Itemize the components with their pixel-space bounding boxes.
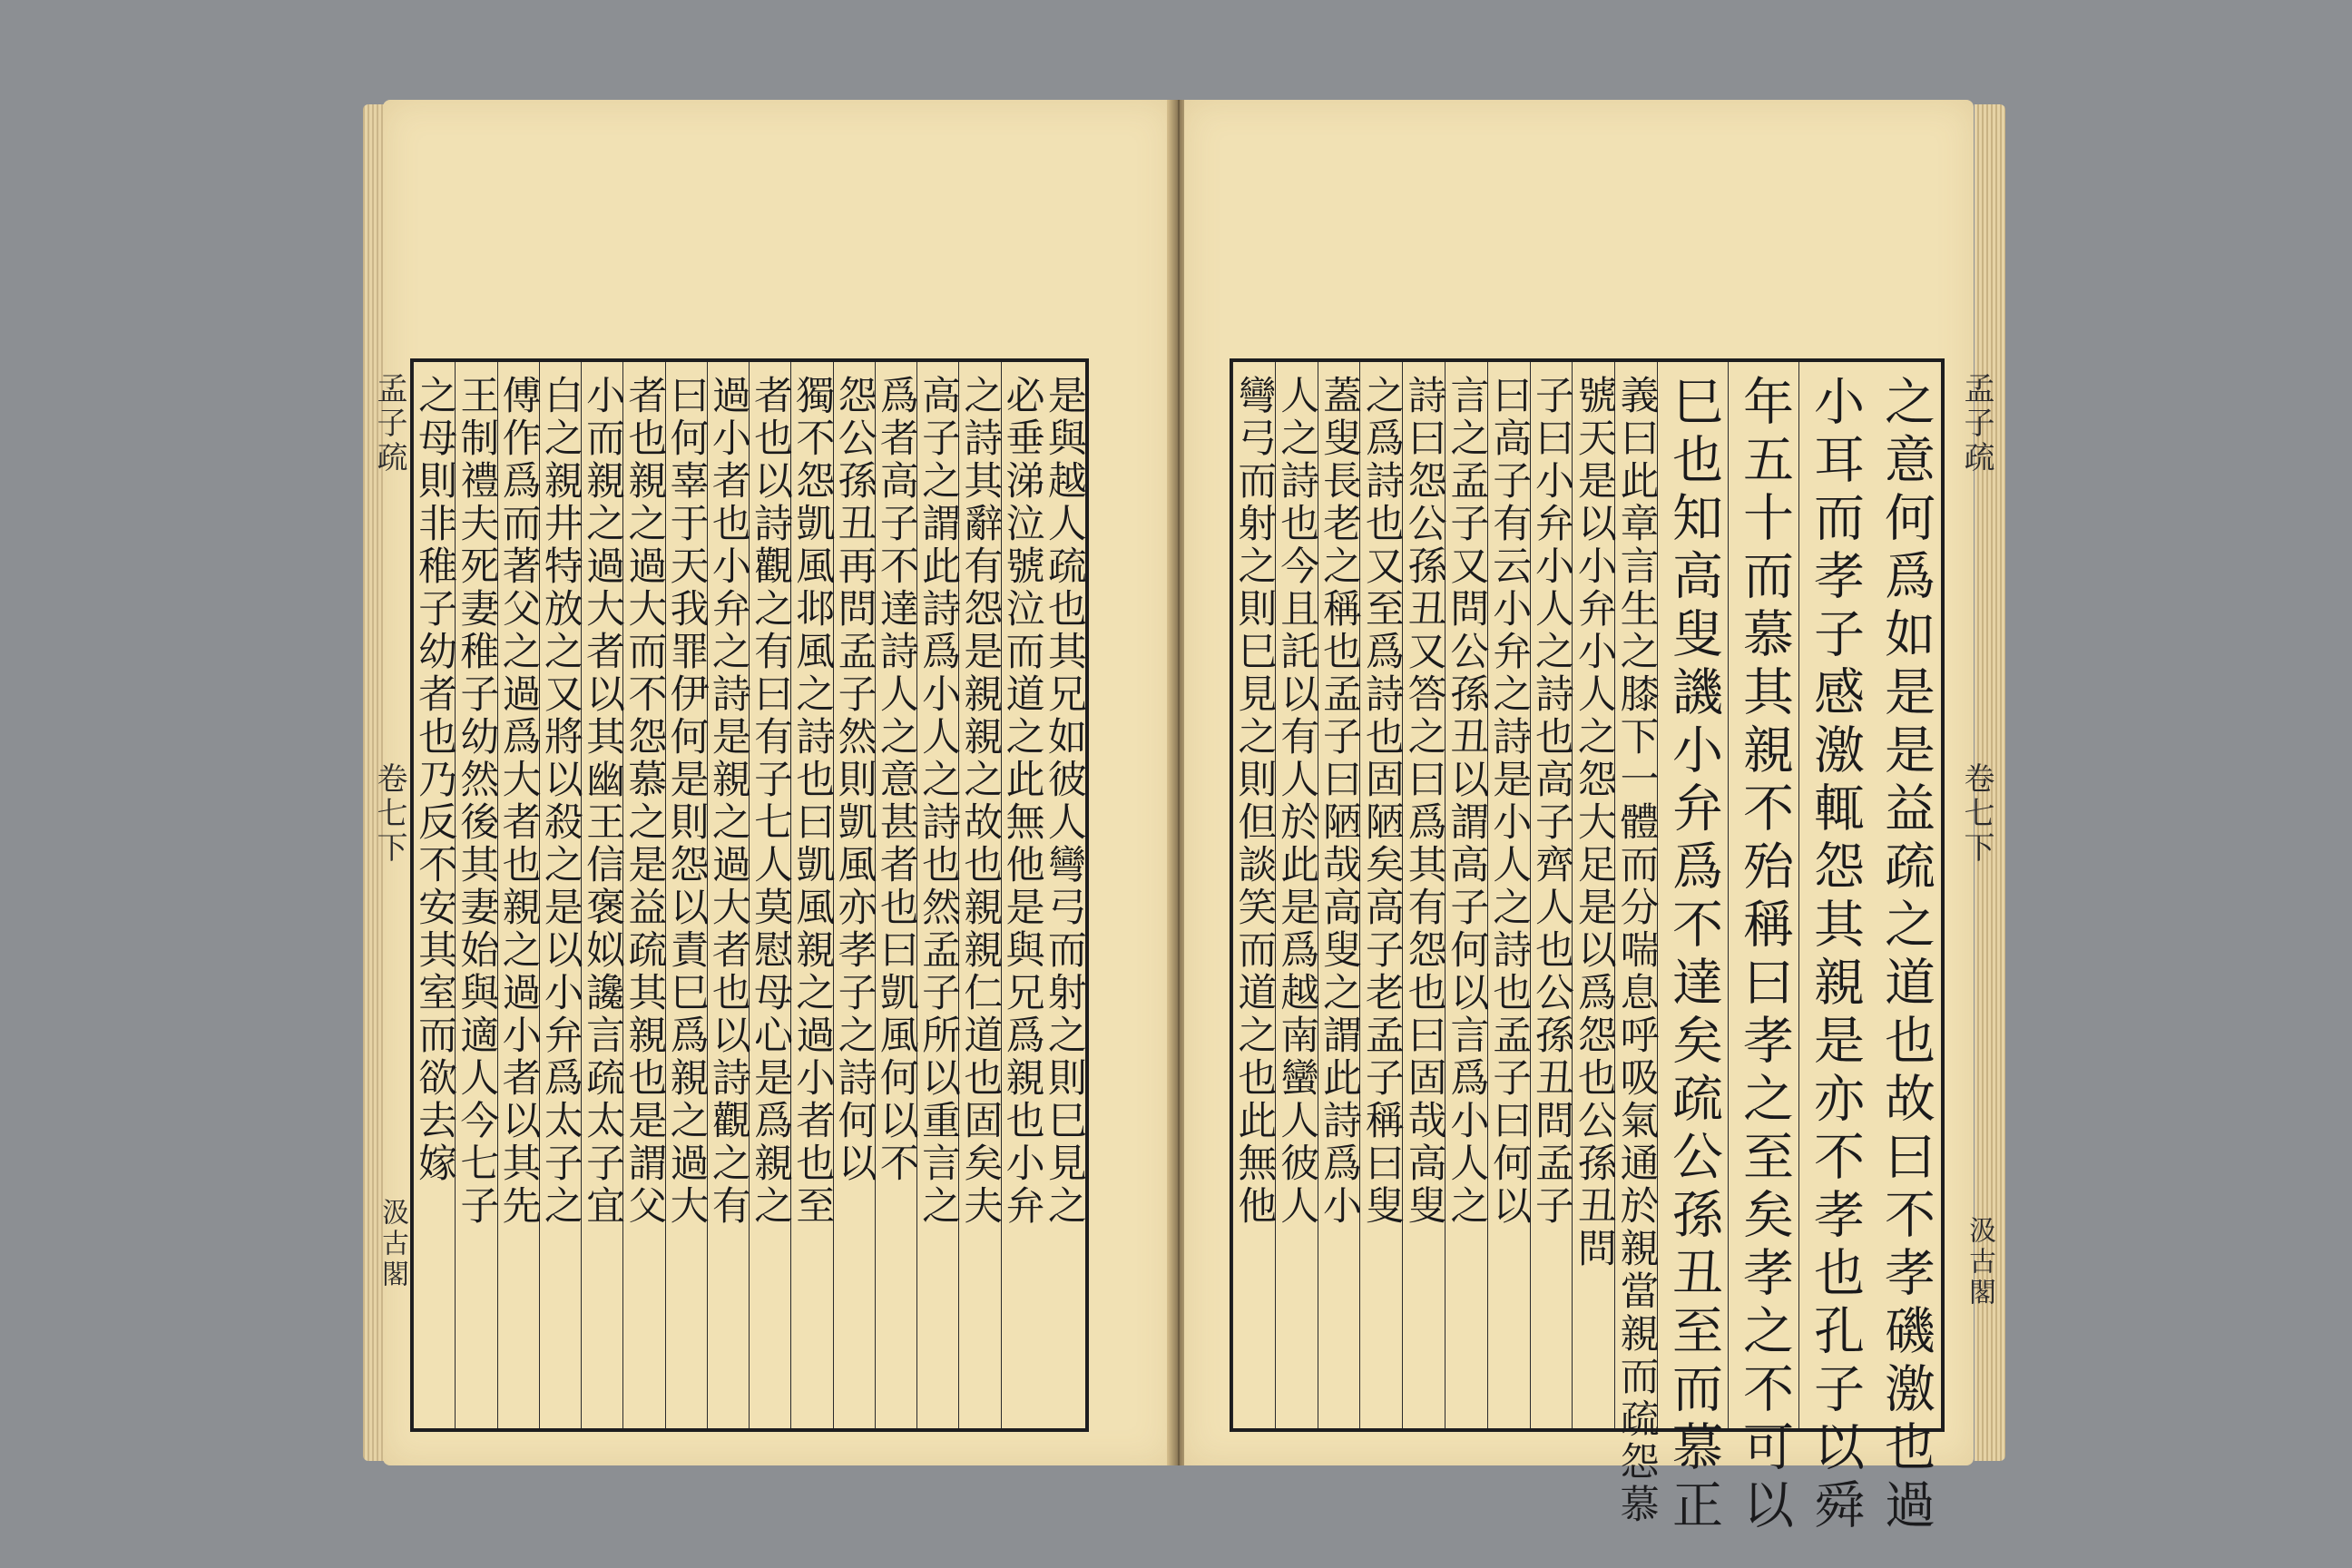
right-small-column-text: 號天是以小弁小人之怨大足是以爲怨也公孫丑問 xyxy=(1571,375,1617,1270)
left-page xyxy=(371,100,1172,1465)
right-margin-publisher: 汲古閣 xyxy=(1964,1216,1995,1308)
left-column-text: 怨公孫丑再問孟子然則凱風亦孝子之詩何以 xyxy=(831,375,877,1185)
right-large-column-text: 之意何爲如是是益疏之道也故曰不孝磯激也過 xyxy=(1877,375,1936,1536)
right-margin-volume: 卷七下 xyxy=(1958,762,1994,866)
right-margin-title: 孟子疏 xyxy=(1958,372,1994,475)
left-column-text: 者也以詩觀之有曰有子七人莫慰母心是爲親之 xyxy=(748,375,794,1228)
right-small-column-text: 之爲詩也又至爲詩也固陋矣高子老孟子稱曰叟 xyxy=(1358,375,1405,1228)
left-column-text: 之詩其辭有怨是親親之故也親親仁道也固矣夫 xyxy=(957,375,1004,1228)
right-text-frame xyxy=(1230,358,1945,1536)
left-column-text: 王制禮夫死妻稚子幼然後其妻始與適人今七子 xyxy=(454,375,500,1228)
right-page xyxy=(1184,100,1995,1536)
right-small-column-text: 言之孟子又問公孫丑以謂高子何以言爲小人之 xyxy=(1444,375,1490,1228)
right-small-column-text: 子曰小弁小人之詩也高子齊人也公孫丑問孟子 xyxy=(1529,375,1575,1228)
left-column-text: 獨不怨凱風邶風之詩也曰凱風親之過小者也至 xyxy=(789,375,836,1228)
left-margin-publisher: 汲古閣 xyxy=(377,1198,408,1290)
right-small-column-text: 人之詩也今且託以有人於此是爲越南蠻人彼人 xyxy=(1274,375,1320,1228)
right-large-column-text: 小耳而孝子感激輒怨其親是亦不孝也孔子以舜 xyxy=(1806,375,1865,1536)
right-large-column-2 xyxy=(1798,362,1870,1536)
left-column-text: 傅作爲而著父之過爲大者也親之過小者以其先 xyxy=(495,375,542,1228)
right-small-column-10 xyxy=(1232,362,1276,1428)
left-column-text: 曰何辜于天我罪伊何是則怨以責巳爲親之過大 xyxy=(663,375,710,1228)
right-small-column-text: 詩曰怨公孫丑又答之曰爲其有怨也曰固哉高叟 xyxy=(1401,375,1447,1228)
right-large-column-text: 年五十而慕其親不殆稱曰孝之至矣孝之不可以 xyxy=(1735,375,1794,1536)
left-margin-title: 孟子疏 xyxy=(371,372,407,475)
left-column-text: 之母則非稚子幼者也乃反不安其室而欲去嫁 xyxy=(412,375,458,1185)
left-column-text: 爲者高子不達詩人之意甚者也曰凱風何以不 xyxy=(873,375,919,1185)
left-text-frame xyxy=(410,358,1089,1432)
left-column-text: 是與越人疏也其兄如彼人彎弓而射之則巳見之 xyxy=(1041,375,1087,1228)
left-column-16 xyxy=(413,362,456,1428)
left-column-text: 高子之謂此詩爲小人之詩也然孟子所以重言之 xyxy=(916,375,962,1228)
right-small-column-text: 彎弓而射之則巳見之則但談笑而道之也此無他 xyxy=(1231,375,1278,1228)
right-small-column-text: 曰高子有云小弁之詩是小人之詩也孟子曰何以 xyxy=(1486,375,1533,1228)
right-small-column-text: 義曰此章言生之膝下一體而分喘息呼吸氣通於親當親而疏怨慕 xyxy=(1613,375,1660,1526)
right-small-column-text: 蓋叟長老之稱也孟子曰陋哉高叟之謂此詩爲小 xyxy=(1317,375,1363,1228)
left-margin-volume: 卷七下 xyxy=(371,762,407,866)
left-column-text: 過小者也小弁之詩是親之過大者也以詩觀之有 xyxy=(705,375,751,1228)
open-book xyxy=(363,91,2005,1536)
left-column-text: 小而親之過大者以其幽王信褒姒讒言疏太子宜 xyxy=(580,375,626,1228)
left-column-text: 白之親井特放之又將以殺之是以小弁爲太子之 xyxy=(537,375,583,1228)
right-large-column-text: 巳也知高叟譏小弁爲不達矣疏公孫丑至而慕正 xyxy=(1664,375,1723,1536)
right-large-column-1 xyxy=(1870,362,1941,1536)
right-large-column-3 xyxy=(1728,362,1799,1536)
left-column-text: 者也親之過大而不怨慕之是益疏其親也是謂父 xyxy=(622,375,668,1228)
left-column-text: 必垂涕泣號泣而道之此無他是與兄爲親也小弁 xyxy=(999,375,1045,1228)
